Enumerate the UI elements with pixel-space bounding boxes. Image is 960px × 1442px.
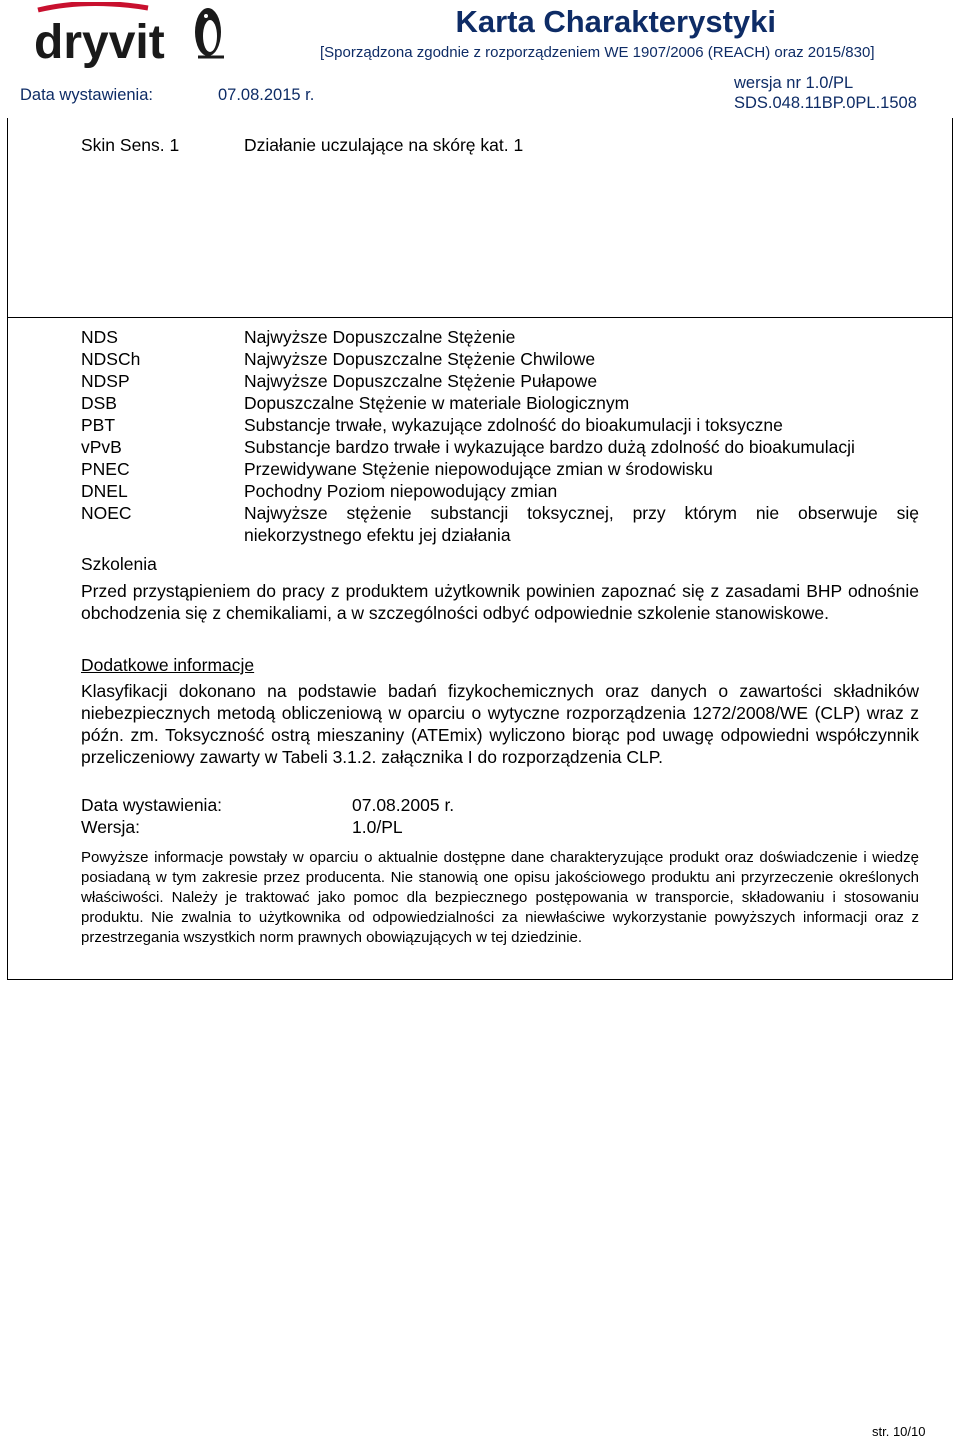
page-header <box>0 0 960 130</box>
hazard-code: Skin Sens. 1 <box>81 135 180 155</box>
additional-info-heading: Dodatkowe informacje <box>81 655 255 675</box>
abbr-code: PBT <box>81 415 116 435</box>
document-title: Karta Charakterystyki <box>455 4 776 39</box>
abbr-definition: Najwyższe Dopuszczalne Stężenie Chwilowe <box>244 349 596 369</box>
disclaimer-text: Powyższe informacje powstały w oparciu o aktualnie dostępne dane charakteryzujące produkt oraz doświadczenie i wiedzę posiadaną w tym zakresie przez producenta. Nie stanowią one opisu jakościowego produktu ani przyrzeczenie określonych właściwości. Należy je traktować jako pomoc dla bezpiecznego postępowania w transporcie, składowaniu i stosowaniu produktu. Nie zwalnia to użytkownika od odpowiedzialności za niewłaściwe wykorzystanie powyższych informacji oraz z przestrzegania wszystkich norm prawnych obowiązujących w tej dziedzinie. <box>81 849 919 946</box>
abbr-code: DNEL <box>81 481 128 501</box>
issued-value: 07.08.2015 r. <box>218 86 315 104</box>
abbr-definition: Pochodny Poziom niepowodujący zmian <box>244 481 558 501</box>
abbr-code: NOEC <box>81 503 132 523</box>
meta-version-label: Wersja: <box>81 817 140 837</box>
abbr-code: NDSP <box>81 371 130 391</box>
abbr-code: DSB <box>81 393 117 413</box>
issued-label: Data wystawienia: <box>20 86 153 104</box>
abbr-definition-continued: niekorzystnego efektu jej działania <box>244 525 511 545</box>
abbr-definition: Substancje trwałe, wykazujące zdolność do bioakumulacji i toksyczne <box>244 415 783 435</box>
abbr-code: vPvB <box>81 437 122 457</box>
training-heading: Szkolenia <box>81 554 157 574</box>
abbr-code: NDS <box>81 327 118 347</box>
version-number: wersja nr 1.0/PL <box>734 74 854 92</box>
abbr-definition: Najwyższe stężenie substancji toksycznej, przy którym nie obserwuje się <box>244 503 919 523</box>
document-subtitle: [Sporządzona zgodnie z rozporządzeniem WE 1907/2006 (REACH) oraz 2015/830] <box>320 44 875 61</box>
abbr-definition: Dopuszczalne Stężenie w materiale Biologicznym <box>244 393 630 413</box>
abbr-definition: Substancje bardzo trwałe i wykazujące bardzo dużą zdolność do bioakumulacji <box>244 437 855 457</box>
abbr-code: NDSCh <box>81 349 141 369</box>
logo-wordmark: dryvit <box>34 16 165 69</box>
additional-info-text: Klasyfikacji dokonano na podstawie badań fizykochemicznych oraz danych o zawartości składników niebezpiecznych metodą obliczeniową w oparciu o wytyczne rozporządzenia 1272/2008/WE (CLP) wraz z późn. zm. Toksyczność ostrą mieszaniny (ATEmix) wyliczono biorąc pod uwagę odpowiedni współczynnik przeliczeniowy zawarty w Tabeli 3.1.2. załącznika I do rozporządzenia CLP. <box>81 681 919 767</box>
abbr-code: PNEC <box>81 459 130 479</box>
abbr-definition: Najwyższe Dopuszczalne Stężenie <box>244 327 516 347</box>
training-text: Przed przystąpieniem do pracy z produktem użytkownik powinien zapoznać się z zasadami BHP odnośnie obchodzenia się z chemikaliami, a w szczególności odbyć odpowiednie szkolenie stanowiskowe. <box>81 581 919 623</box>
meta-date-value: 07.08.2005 r. <box>352 795 455 815</box>
abbr-definition: Przewidywane Stężenie niepowodujące zmian w środowisku <box>244 459 713 479</box>
sds-number: SDS.048.11BP.0PL.1508 <box>734 94 917 112</box>
dryvit-logo <box>28 2 238 72</box>
abbr-definition: Najwyższe Dopuszczalne Stężenie Pułapowe <box>244 371 598 391</box>
meta-date-label: Data wystawienia: <box>81 795 223 815</box>
page-number: str. 10/10 <box>872 1424 926 1439</box>
meta-version-value: 1.0/PL <box>352 817 403 837</box>
hazard-text: Działanie uczulające na skórę kat. 1 <box>244 135 524 155</box>
